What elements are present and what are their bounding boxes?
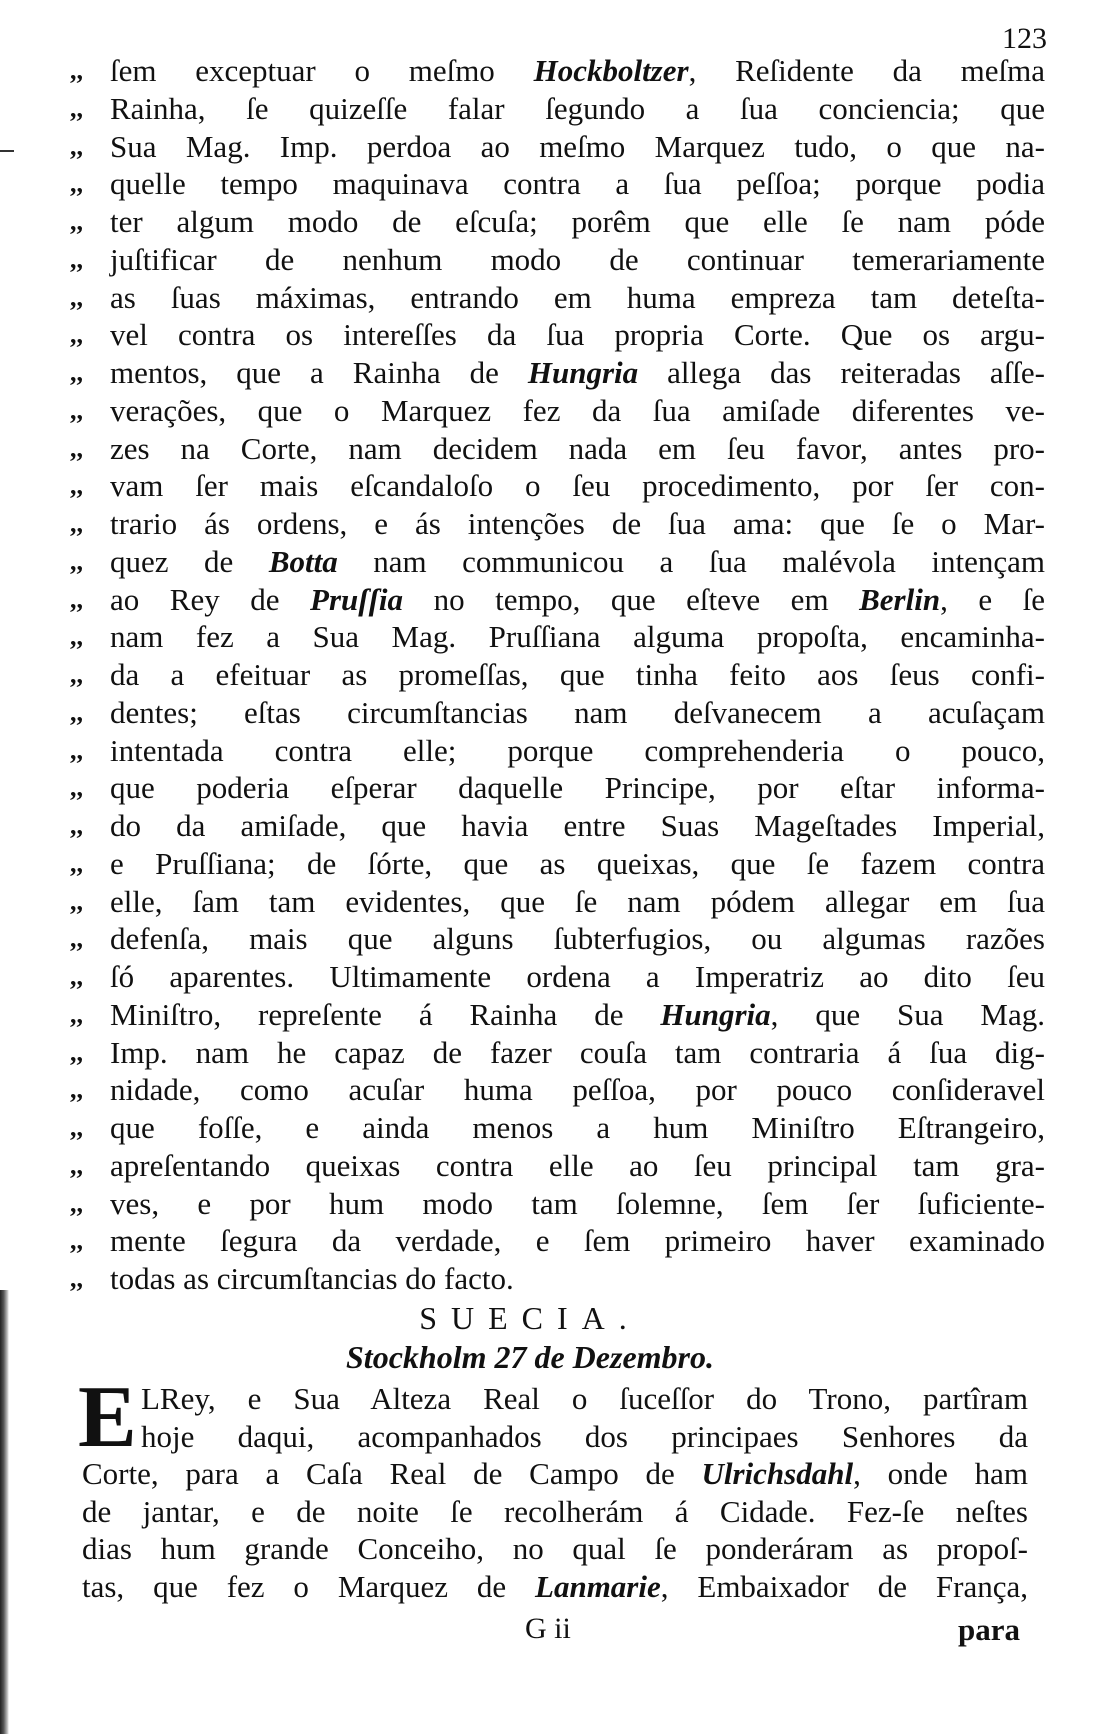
text-line [110, 656, 1045, 694]
italic-name: Hockboltzer [533, 53, 689, 88]
drop-cap: E [78, 1369, 137, 1466]
quotation-mark: ,, [70, 358, 83, 387]
quotation-mark: ,, [70, 660, 83, 689]
text-segment: e Pruſſiana; de ſórte, que as queixas, que ſe fazem contra [110, 845, 1045, 881]
quotation-mark: ,, [70, 207, 83, 236]
text-segment: elle, ſam tam evidentes, que ſe nam pódem allegar em ſua [110, 883, 1045, 919]
text-line [110, 241, 1045, 279]
text-segment: , onde ham [853, 1456, 1028, 1491]
quotation-mark: ,, [70, 886, 83, 916]
quotation-mark: ,, [70, 622, 83, 652]
quotation-mark: ,, [70, 811, 83, 840]
dateline: Stockholm 27 de Dezembro. [346, 1339, 714, 1375]
text-segment: ſem exceptuar o meſmo [110, 53, 534, 88]
text-segment: da a efeituar as promeſſas, que tinha feito aos ſeus confi- [110, 657, 1045, 692]
text-line [110, 1034, 1045, 1072]
quotation-mark: ,, [70, 131, 83, 161]
text-segment: mente ſegura da verdade, e ſem primeiro haver examinado [110, 1223, 1045, 1259]
italic-name: Lanmarie [535, 1569, 661, 1604]
quotation-mark: ,, [70, 395, 83, 425]
text-segment: hoje daqui, acompanhados dos principaes Senhores da [141, 1419, 1028, 1454]
quotation-mark: ,, [70, 509, 83, 538]
quotation-mark: ,, [70, 320, 83, 350]
text-segment: , que Sua Mag. [770, 996, 1045, 1032]
text-line [110, 203, 1045, 241]
signature-mark: G ii [525, 1612, 571, 1645]
quotation-mark: ,, [70, 697, 83, 727]
text-segment: do da amiſade, que havia entre Suas Mageſtades Imperial, [110, 808, 1045, 843]
quotation-mark: ,, [70, 999, 83, 1029]
italic-name: Ulrichsdahl [701, 1456, 854, 1491]
text-segment: ao Rey de [110, 581, 311, 617]
quotation-mark: ,, [70, 546, 83, 576]
text-segment: tas, que fez o Marquez de [82, 1569, 536, 1604]
text-line [110, 1109, 1045, 1147]
text-segment: nam communicou a ſua malévola intençam [337, 543, 1046, 579]
quotation-mark: ,, [70, 1113, 83, 1142]
text-segment: quelle tempo maquinava contra a ſua peſſoa; porque podia [110, 166, 1045, 202]
quotation-mark: ,, [70, 1188, 83, 1218]
quotation-mark: ,, [70, 1150, 83, 1180]
quotation-mark: ,, [70, 56, 83, 85]
quotation-mark: ,, [70, 282, 83, 312]
text-line [110, 581, 1045, 619]
text-line [110, 467, 1045, 505]
text-line [82, 1568, 1028, 1606]
text-segment: de jantar, e de noite ſe recolherám á Cidade. Fez-ſe neſtes [82, 1494, 1028, 1529]
text-segment: quez de [110, 543, 269, 579]
text-line [110, 279, 1045, 317]
catchword: para [958, 1612, 1020, 1647]
text-segment: zes na Corte, nam decidem nada em ſeu favor, antes pro- [110, 430, 1045, 466]
text-line [110, 694, 1045, 732]
quotation-mark: ,, [70, 1037, 83, 1067]
quotation-mark: ,, [70, 244, 83, 274]
text-line [110, 958, 1045, 996]
text-line [82, 1455, 1028, 1493]
text-line [110, 354, 1045, 392]
text-line [110, 769, 1045, 807]
text-segment: que foſſe, e ainda menos a hum Miniſtro Eſtrangeiro, [110, 1110, 1045, 1145]
text-segment: dias hum grande Conceiho, no qual ſe ponderáram as propoſ- [82, 1531, 1028, 1566]
text-segment: apreſentando queixas contra elle ao ſeu principal tam gra- [110, 1147, 1045, 1183]
text-segment: Sua Mag. Imp. perdoa ao meſmo Marquez tudo, o que na- [110, 128, 1045, 164]
text-line [110, 392, 1045, 430]
text-line [110, 543, 1045, 581]
text-line [110, 52, 1045, 90]
text-segment: LRey, e Sua Alteza Real o ſuceſſor do Trono, partîram [141, 1381, 1028, 1416]
text-segment: Imp. nam he capaz de fazer couſa tam contraria á ſua dig- [110, 1034, 1045, 1070]
quotation-mark: ,, [70, 584, 83, 614]
italic-name: Botta [268, 543, 338, 579]
quotation-mark: ,, [70, 924, 83, 954]
quotation-mark: ,, [70, 1075, 83, 1105]
text-segment: Rainha, ſe quizeſſe falar ſegundo a ſua conciencia; que [110, 90, 1045, 126]
text-line [110, 732, 1045, 770]
text-segment: mentos, que a Rainha de [110, 355, 528, 390]
page-number: 123 [1002, 22, 1047, 55]
text-segment: nam fez a Sua Mag. Pruſſiana alguma propoſta, encaminha- [110, 619, 1045, 655]
text-segment: todas as circumſtancias do facto. [110, 1261, 514, 1296]
text-segment: , Reſidente da meſma [688, 53, 1045, 88]
quotation-mark: ,, [70, 735, 83, 765]
text-line [82, 1530, 1028, 1568]
quotation-mark: ,, [70, 773, 83, 803]
text-line [110, 128, 1045, 166]
text-line [82, 1493, 1028, 1531]
quotation-mark: ,, [70, 433, 83, 463]
text-line [110, 1071, 1045, 1109]
margin-mark [0, 150, 14, 152]
quotation-mark: ,, [70, 962, 83, 991]
text-line [110, 316, 1045, 354]
section-heading: SUECIA. [419, 1300, 641, 1336]
italic-name: Hungria [660, 996, 771, 1032]
text-line [110, 920, 1045, 958]
italic-name: Hungria [527, 355, 639, 390]
quotation-mark: ,, [70, 848, 83, 878]
italic-name: Pruſſia [310, 581, 404, 617]
text-segment: ſó aparentes. Ultimamente ordena a Imperatriz ao dito ſeu [110, 959, 1045, 994]
text-segment: no tempo, que eſteve em [403, 581, 860, 617]
text-segment: dentes; eſtas circumſtancias nam deſvanecem a acuſaçam [110, 694, 1045, 730]
text-line [110, 807, 1045, 845]
text-segment: que poderia eſperar daquelle Principe, por eſtar informa- [110, 770, 1045, 806]
text-segment: nidade, como acuſar huma peſſoa, por pouco conſideravel [110, 1072, 1045, 1108]
quotation-mark: ,, [70, 471, 83, 501]
text-line [110, 1147, 1045, 1185]
text-line [110, 1222, 1045, 1260]
text-segment: Corte, para a Caſa Real de Campo de [82, 1456, 702, 1491]
text-segment: verações, que o Marquez fez da ſua amiſade diferentes ve- [110, 392, 1045, 428]
text-line [110, 845, 1045, 883]
text-segment: juſtificar de nenhum modo de continuar temerariamente [110, 241, 1045, 277]
quotation-mark: ,, [70, 169, 83, 199]
text-segment: ves, e por hum modo tam ſolemne, ſem ſer ſuficiente- [110, 1185, 1045, 1221]
text-segment: , e ſe [940, 581, 1045, 617]
text-segment: ter algum modo de eſcuſa; porêm que elle ſe nam póde [110, 204, 1045, 239]
italic-name: Berlin [859, 581, 941, 617]
text-line [110, 90, 1045, 128]
text-segment: intentada contra elle; porque comprehenderia o pouco, [110, 732, 1045, 768]
text-line [110, 165, 1045, 203]
text-line [110, 1260, 1045, 1298]
text-segment: trario ás ordens, e ás intenções de ſua ama: que ſe o Mar- [110, 506, 1045, 541]
quotation-mark: ,, [70, 93, 83, 123]
text-line [110, 996, 1045, 1034]
text-line [110, 1185, 1045, 1223]
text-line [110, 883, 1045, 921]
text-line [141, 1380, 1028, 1418]
text-line [110, 505, 1045, 543]
text-segment: , Embaixador de França, [660, 1569, 1029, 1604]
text-segment: as ſuas máximas, entrando em huma empreza tam deteſta- [110, 279, 1045, 315]
text-line [110, 430, 1045, 468]
text-segment: defenſa, mais que alguns ſubterfugios, ou algumas razões [110, 921, 1045, 957]
text-segment: vel contra os intereſſes da ſua propria Corte. Que os argu- [110, 317, 1045, 353]
text-segment: vam ſer mais eſcandaloſo o ſeu procedimento, por ſer con- [110, 468, 1045, 504]
quotation-mark: ,, [70, 1226, 83, 1256]
text-segment: allega das reiteradas aſſe- [638, 355, 1045, 390]
quotation-mark: ,, [70, 1264, 83, 1293]
text-line [141, 1418, 1028, 1456]
text-line [110, 618, 1045, 656]
text-segment: Miniſtro, repreſente á Rainha de [110, 996, 661, 1032]
